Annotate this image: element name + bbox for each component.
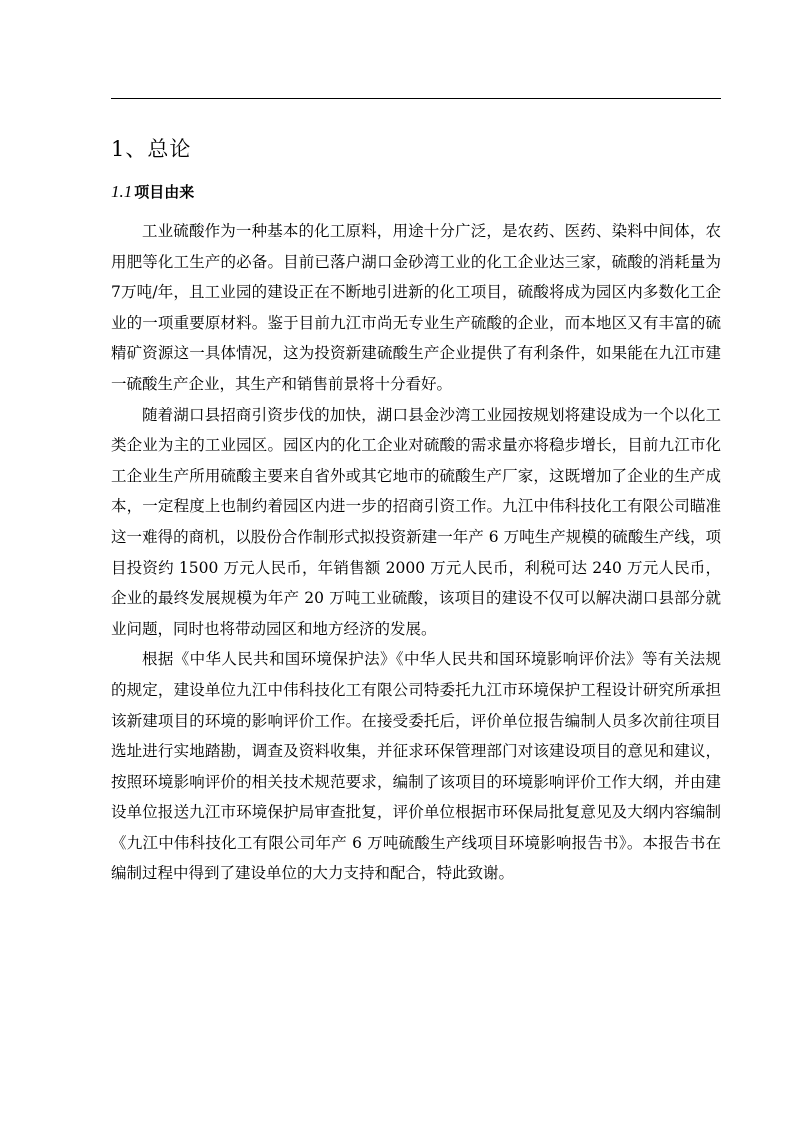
header-rule — [111, 98, 721, 99]
chapter-title: 1、总论 — [111, 137, 192, 161]
paragraph: 随着湖口县招商引资步伐的加快，湖口县金沙湾工业园按规划将建设成为一个以化工类企业为主的工业园区。园区内的化工企业对硫酸的需求量亦将稳步增长，目前九江市化工企业生产所用硫酸主要来自省外或其它地市的硫酸生产厂家，这既增加了企业的生产成本，一定程度上也制约着园区内进一步的招商引资工作。九江中伟科技化工有限公司瞄准这一难得的商机，以股份合作制形式拟投资新建一年产 6 万吨生产规模的硫酸生产线，项目投资约 1500 万元人民币，年销售额 2000 万元人民币，利税可达 240 万元人民币，企业的最终发展规模为年产 20 万吨工业硫酸，该项目的建设不仅可以解决湖口县部分就业问题，同时也将带动园区和地方经济的发展。 — [111, 405, 721, 638]
section-title — [111, 180, 194, 204]
paragraph: 工业硫酸作为一种基本的化工原料，用途十分广泛，是农药、医药、染料中间体，农用肥等化工生产的必备。目前已落户湖口金砂湾工业的化工企业达三家，硫酸的消耗量为 7万吨/年，且工业园的建设正在不断地引进新的化工项目，硫酸将成为园区内多数化工企业的一项重要原材料。鉴于目前九江市尚无专业生产硫酸的企业，而本地区又有丰富的硫精矿资源这一具体情况，这为投资新建硫酸生产企业提供了有利条件，如果能在九江市建一硫酸生产企业，其生产和销售前景将十分看好。 — [111, 222, 721, 393]
section-label: 项目由来 — [134, 183, 195, 201]
paragraph: 根据《中华人民共和国环境保护法》《中华人民共和国环境影响评价法》等有关法规的规定，建设单位九江中伟科技化工有限公司特委托九江市环境保护工程设计研究所承担该新建项目的环境的影响评价工作。在接受委托后，评价单位报告编制人员多次前往项目选址进行实地踏勘，调查及资料收集，并征求环保管理部门对该建设项目的意见和建议，按照环境影响评价的相关技术规范要求，编制了该项目的环境影响评价工作大纲，并由建设单位报送九江市环境保护局审查批复，评价单位根据市环保局批复意见及大纲内容编制《九江中伟科技化工有限公司年产 6 万吨硫酸生产线项目环境影响报告书》。本报告书在编制过程中得到了建设单位的大力支持和配合，特此致谢。 — [111, 650, 721, 883]
body-text — [111, 216, 721, 889]
section-number: 1.1 — [111, 182, 133, 201]
